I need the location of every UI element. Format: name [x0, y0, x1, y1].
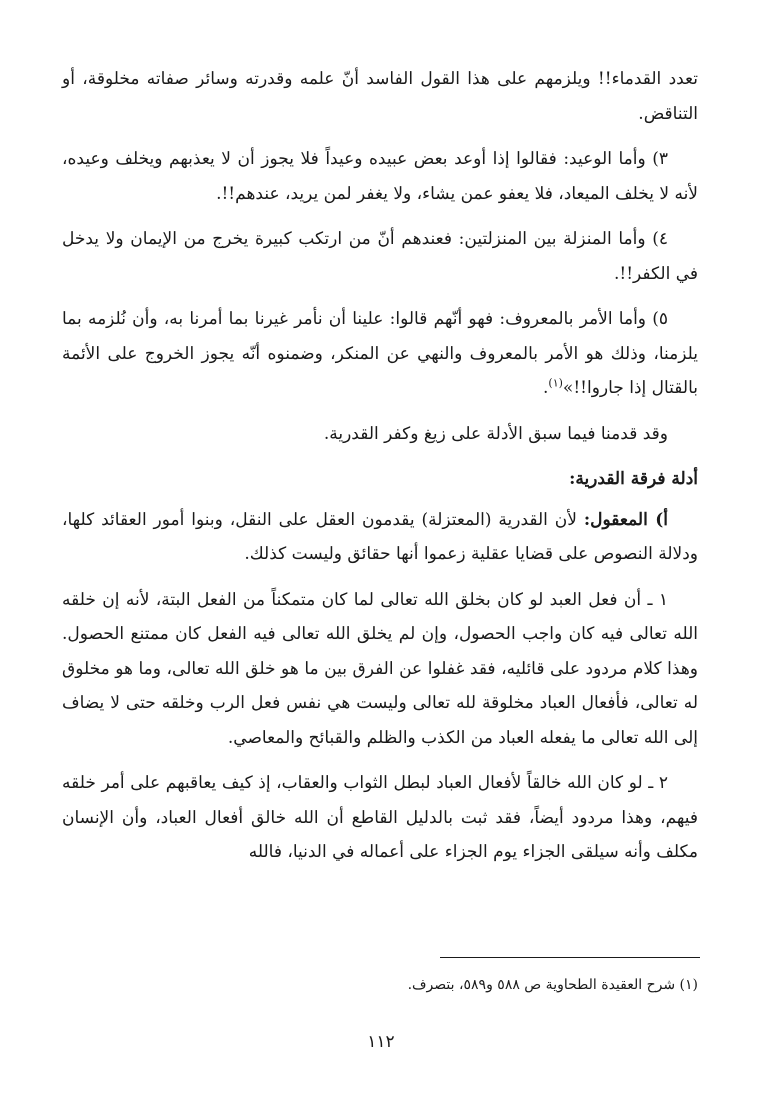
section-heading: أدلة فرقة القدرية: — [569, 469, 698, 489]
footnote-divider — [440, 957, 700, 958]
paragraph-maqool — [62, 503, 698, 572]
maqool-label: أ) المعقول: — [583, 509, 668, 530]
footnote-ref: (١) — [548, 376, 563, 390]
paragraph-waeed: ٣) وأما الوعيد: فقالوا إذا أوعد بعض عبيده وعيداً فلا يجوز أن لا يعذبهم ويخلف وعيده، لأنه لا يخلف الميعاد، فلا يعفو عمن يشاء، ولا يغفر لمن يريد، عندهم!!. — [62, 149, 698, 204]
page-body — [62, 62, 698, 881]
paragraph-amr-bil-maruf — [62, 302, 698, 406]
paragraph-1: تعدد القدماء!! ويلزمهم على هذا القول الفاسد أنّ علمه وقدرته وسائر صفاته مخلوقة، أو التناقض. — [62, 69, 698, 124]
paragraph-point-2: ٢ ـ لو كان الله خالقاً لأفعال العباد لبطل الثواب والعقاب، إذ كيف يعاقبهم على أمر خلقه فيهم، وهذا مردود أيضاً، فقد ثبت بالدليل القاطع أن الله خالق أفعال العباد، وأن الإنسان مكلف وأنه سيلقى الجزاء يوم الجزاء على أعماله في الدنيا، فالله — [62, 773, 698, 862]
paragraph-amr-end: . — [543, 378, 549, 398]
maqool-text: لأن القدرية (المعتزلة) يقدمون العقل على النقل، وبنوا أمور العقائد كلها، ودلالة النصوص على قضايا عقلية زعموا أنها حقائق وليست كذلك. — [62, 509, 698, 564]
paragraph-point-1: ١ ـ أن فعل العبد لو كان بخلق الله تعالى لما كان متمكناً من الفعل البتة، لأنه إن خلقه الله تعالى فيه كان واجب الحصول، وإن لم يخلق الله تعالى فيه الفعل كان ممتنع الحصول. وهذا كلام مردود على قائليه، فقد غفلوا عن الفرق بين ما هو خلق الله تعالى، وما هو مخلوق له تعالى، فأفعال العباد مخلوقة لله تعالى وليست هي نفس فعل الرب وخلقه حتى لا يضاف إلى الله تعالى ما يفعله العباد من الكذب والظلم والقبائح والمعاصي. — [62, 589, 699, 748]
paragraph-summary: وقد قدمنا فيما سبق الأدلة على زيغ وكفر القدرية. — [323, 423, 668, 444]
paragraph-amr-text: ٥) وأما الأمر بالمعروف: فهو أنّهم قالوا: علينا أن نأمر غيرنا بما أمرنا به، وأن نُلزمه بما يلزمنا، وذلك هو الأمر بالمعروف والنهي عن المنكر، وضمنوه أنّه يجوز الخروج على الأئمة بالقتال إذا جاروا!!» — [62, 309, 698, 398]
paragraph-manzila: ٤) وأما المنزلة بين المنزلتين: فعندهم أنّ من ارتكب كبيرة يخرج من الإيمان ولا يدخل في الكفر!!. — [62, 229, 698, 284]
page-number: ١١٢ — [367, 1032, 395, 1052]
footnote: (١) شرح العقيدة الطحاوية ص ٥٨٨ و٥٨٩، بتصرف. — [407, 977, 698, 993]
